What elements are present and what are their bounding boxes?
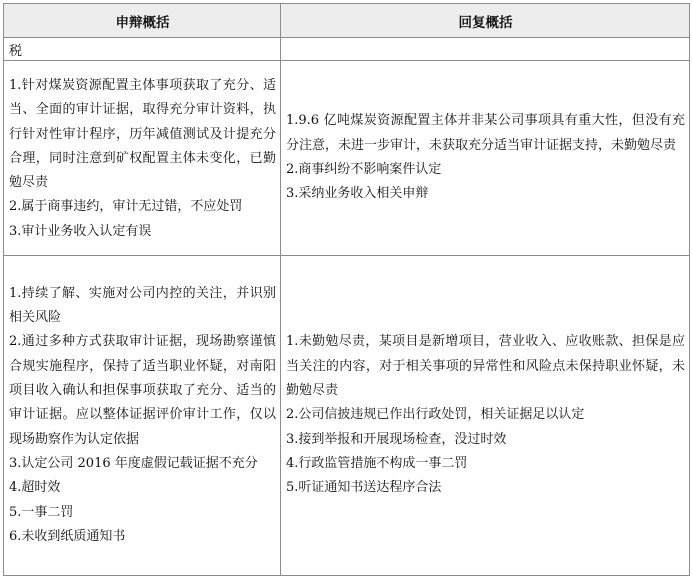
category-row <box>4 38 690 61</box>
defense-item: 1.持续了解、实施对公司内控的关注，并识别相关风险 <box>9 285 276 326</box>
defense-item: 5.一事二罚 <box>9 504 74 520</box>
defense-item: 2.属于商事违约，审计无过错，不应处罚 <box>9 199 243 215</box>
defense-item: 1.针对煤炭资源配置主体事项获取了充分、适当、全面的审计证据，取得充分审计资料，执行针对性审计程序，历年减值测试及计提充分合理，同时注意到矿权配置主体未变化，已勤勉尽责 <box>9 77 276 191</box>
header-defense: 申辩概括 <box>4 4 281 38</box>
reply-cell <box>281 256 690 576</box>
table-row <box>4 61 690 256</box>
review-table <box>3 3 690 576</box>
reply-item: 2.公司信披违规已作出行政处罚，相关证据足以认定 <box>286 407 585 423</box>
reply-item: 2.商事纠纷不影响案件认定 <box>286 162 442 177</box>
reply-item: 1.未勤勉尽责，某项目是新增项目，营业收入、应收账款、担保是应当关注的内容，对于相关事项的异常性和风险点未保持职业怀疑，未勤勉尽责 <box>286 334 685 399</box>
defense-item: 4.超时效 <box>9 480 61 496</box>
reply-cell <box>281 61 690 256</box>
reply-item: 1.9.6 亿吨煤炭资源配置主体并非某公司事项具有重大性，但没有充分注意，未进一步审计，未获取充分适当审计证据支持，未勤勉尽责 <box>286 113 685 153</box>
table-row <box>4 256 690 576</box>
defense-cell <box>4 61 281 256</box>
defense-item: 2.通过多种方式获取审计证据，现场勘察谨慎合规实施程序，保持了适当职业怀疑，对南阳项目收入确认和担保事项获取了充分、适当的审计证据。应以整体证据评价审计工作，仅以现场勘察作为认定依据 <box>9 334 276 447</box>
reply-item: 3.接到举报和开展现场检查，没过时效 <box>286 431 507 447</box>
defense-cell <box>4 256 281 576</box>
header-reply: 回复概括 <box>281 4 690 38</box>
defense-item: 3.审计业务收入认定有误 <box>9 223 152 239</box>
defense-item: 3.认定公司 2016 年度虚假记载证据不充分 <box>9 455 258 471</box>
category-empty-cell <box>281 38 690 61</box>
defense-item: 6.未收到纸质通知书 <box>9 528 126 544</box>
reply-item: 4.行政监管措施不构成一事二罚 <box>286 455 468 471</box>
category-cell: 税 <box>4 38 281 61</box>
reply-item: 3.采纳业务收入相关申辩 <box>286 186 429 202</box>
header-row <box>4 4 690 38</box>
reply-item: 5.听证通知书送达程序合法 <box>286 480 442 496</box>
